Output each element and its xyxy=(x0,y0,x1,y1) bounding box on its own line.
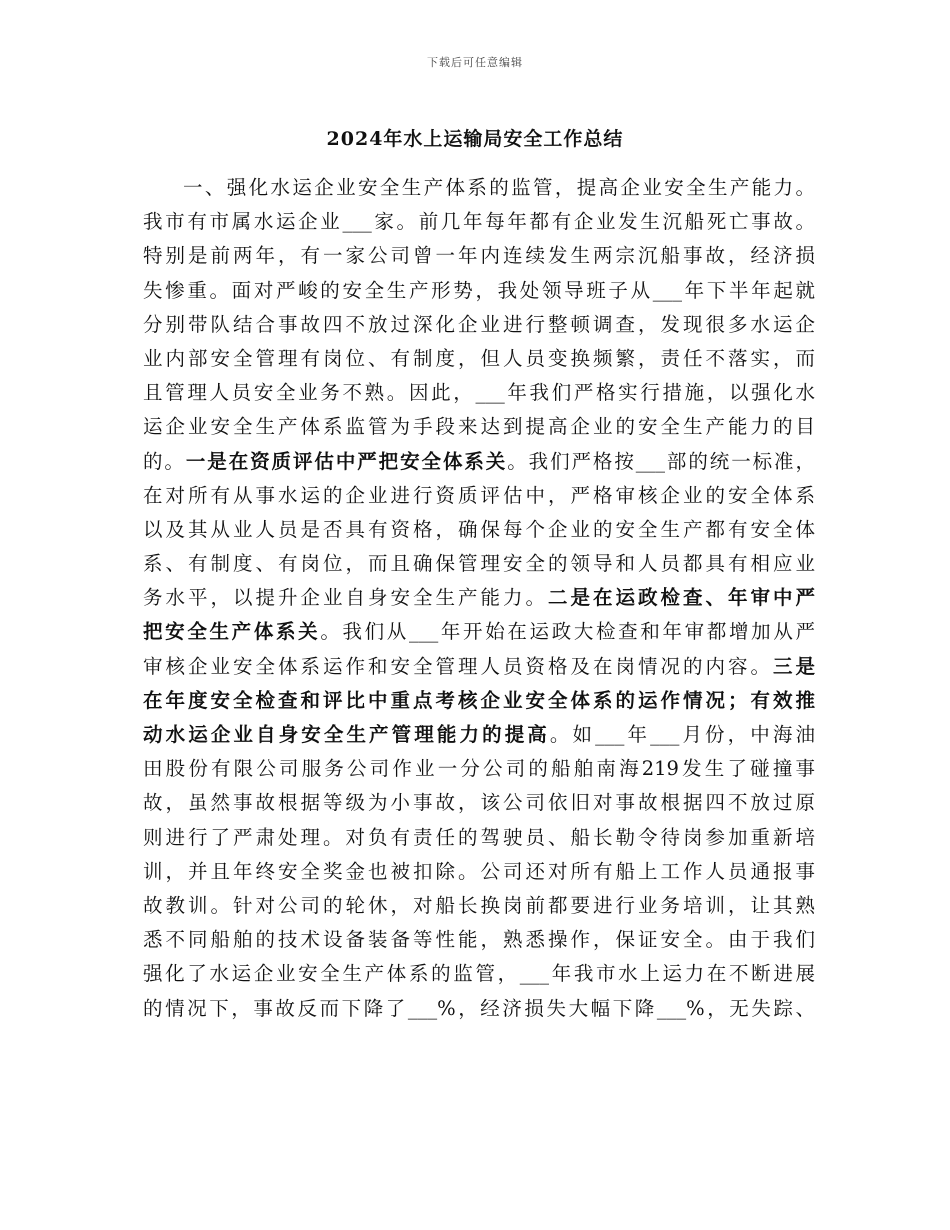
text-segment: 业内部安全管理有岗位、有制度，但人员变换频繁，责任不落实，而 xyxy=(143,346,815,370)
text-segment: 我市有市属水运企业___家。前几年每年都有企业发生沉船死亡事故。 xyxy=(143,210,815,234)
paragraph-line xyxy=(143,239,815,273)
paragraph-line xyxy=(143,923,815,957)
paragraph-line xyxy=(143,205,815,239)
text-segment: 特别是前两年，有一家公司曾一年内连续发生两宗沉船事故，经济损 xyxy=(143,244,815,268)
paragraph-line xyxy=(143,786,815,820)
text-segment: 故，虽然事故根据等级为小事故，该公司依旧对事故根据四不放过原 xyxy=(143,791,815,815)
text-segment: 田股份有限公司服务公司作业一分公司的船舶南海219发生了碰撞事 xyxy=(143,757,815,781)
bold-text-segment: 一是在资质评估中严把安全体系关 xyxy=(185,449,508,473)
text-segment: 。我们从___年开始在运政大检查和年审都增加从严 xyxy=(320,620,815,644)
bold-text-segment: 把安全生产体系关 xyxy=(143,620,321,644)
paragraph-line xyxy=(143,821,815,855)
paragraph-line xyxy=(143,581,815,615)
paragraph-line xyxy=(143,274,815,308)
paragraph-line xyxy=(143,957,815,991)
paragraph-line xyxy=(143,342,815,376)
paragraph-line xyxy=(143,650,815,684)
paragraph-line xyxy=(143,855,815,889)
text-segment: 。我们严格按___部的统一标准， xyxy=(507,449,815,473)
paragraph-line xyxy=(143,445,815,479)
paragraph-line xyxy=(143,171,815,205)
paragraph-line xyxy=(143,615,815,649)
text-segment: 悉不同船舶的技术设备装备等性能，熟悉操作，保证安全。由于我们 xyxy=(143,928,815,952)
paragraph-line xyxy=(143,889,815,923)
page-header-note: 下载后可任意编辑 xyxy=(427,56,523,69)
text-segment: 则进行了严肃处理。对负有责任的驾驶员、船长勒令待岗参加重新培 xyxy=(143,825,815,849)
document-title: 2024年水上运输局安全工作总结 xyxy=(326,128,624,150)
paragraph-line xyxy=(143,718,815,752)
text-segment: 的。 xyxy=(143,449,186,473)
text-segment: 审核企业安全体系运作和安全管理人员资格及在岗情况的内容。 xyxy=(143,654,773,678)
text-segment: 故教训。针对公司的轮休，对船长换岗前都要进行业务培训，让其熟 xyxy=(143,893,815,917)
document-body xyxy=(143,171,815,1026)
paragraph-line xyxy=(143,684,815,718)
paragraph-line xyxy=(143,308,815,342)
paragraph-line xyxy=(143,410,815,444)
text-segment: 一、强化水运企业安全生产体系的监管，提高企业安全生产能力。 xyxy=(183,176,815,199)
text-segment: 分别带队结合事故四不放过深化企业进行整顿调查，发现很多水运企 xyxy=(143,312,815,336)
bold-text-segment: 在年度安全检查和评比中重点考核企业安全体系的运作情况；有效推 xyxy=(143,688,815,712)
text-segment: 的情况下，事故反而下降了___%，经济损失大幅下降___%，无失踪、 xyxy=(143,996,815,1020)
bold-text-segment: 动水运企业自身安全生产管理能力的提高 xyxy=(143,723,550,746)
paragraph-line xyxy=(143,376,815,410)
text-segment: 在对所有从事水运的企业进行资质评估中，严格审核企业的安全体系 xyxy=(143,483,815,507)
text-segment: 训，并且年终安全奖金也被扣除。公司还对所有船上工作人员通报事 xyxy=(143,859,815,883)
paragraph-line xyxy=(143,547,815,581)
paragraph-line xyxy=(143,992,815,1026)
paragraph-line xyxy=(143,752,815,786)
text-segment: 运企业安全生产体系监管为手段来达到提高企业的安全生产能力的目 xyxy=(143,415,815,439)
text-segment: 务水平，以提升企业自身安全生产能力。 xyxy=(143,586,548,610)
text-segment: 系、有制度、有岗位，而且确保管理安全的领导和人员都具有相应业 xyxy=(143,552,815,576)
text-segment: 以及其从业人员是否具有资格，确保每个企业的安全生产都有安全体 xyxy=(143,517,815,541)
paragraph-line xyxy=(143,513,815,547)
text-segment: 强化了水运企业安全生产体系的监管，___年我市水上运力在不断进展 xyxy=(143,962,815,986)
text-segment: 。如___年___月份，中海油 xyxy=(549,723,815,746)
text-segment: 失惨重。面对严峻的安全生产形势，我处领导班子从___年下半年起就 xyxy=(143,278,815,302)
bold-text-segment: 二是在运政检查、年审中严 xyxy=(547,586,815,610)
paragraph-line xyxy=(143,479,815,513)
bold-text-segment: 三是 xyxy=(772,654,815,678)
text-segment: 且管理人员安全业务不熟。因此，___年我们严格实行措施，以强化水 xyxy=(143,381,815,405)
